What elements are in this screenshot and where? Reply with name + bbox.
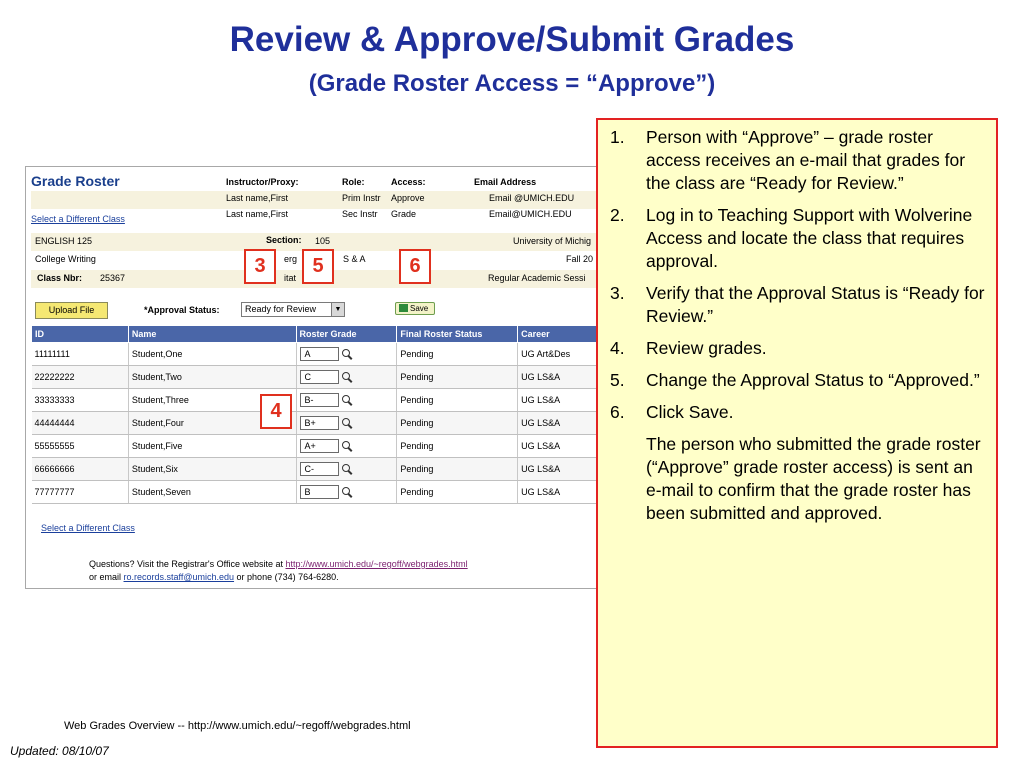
grade-roster-title: Grade Roster [31, 173, 120, 189]
lookup-icon[interactable] [342, 395, 353, 406]
grade-cell [296, 389, 397, 412]
grade-input[interactable]: A+ [300, 439, 339, 453]
section-value: 105 [315, 236, 331, 246]
registrar-url-link[interactable]: http://www.umich.edu/~regoff/webgrades.html [285, 559, 468, 569]
course-title: College Writing [35, 254, 96, 264]
table-row [32, 435, 601, 458]
student-name: Student,Seven [128, 481, 296, 504]
step-text: Click Save. [646, 402, 734, 422]
step-item [606, 282, 986, 328]
session: Regular Academic Sessi [488, 273, 586, 283]
callout-4: 4 [260, 394, 292, 429]
step-text: Change the Approval Status to “Approved.” [646, 370, 980, 390]
instructor-name: Last name,First [226, 193, 289, 203]
final-status: Pending [397, 412, 518, 435]
table-row [32, 412, 601, 435]
step-number: 6. [610, 402, 625, 422]
lookup-icon[interactable] [342, 464, 353, 475]
student-name: Student,One [128, 343, 296, 366]
student-id: 11111111 [32, 343, 129, 366]
approval-status-select[interactable] [241, 302, 345, 317]
callout-3: 3 [244, 249, 276, 284]
email-line [89, 572, 339, 582]
school-name: University of Michig [513, 236, 592, 246]
approval-status-label: *Approval Status: [144, 305, 220, 315]
step-text: Person with “Approve” – grade roster access receives an e-mail that grades for the class are “Ready for Review.” [646, 127, 966, 193]
student-name: Student,Three [128, 389, 296, 412]
instructor-access: Grade [391, 209, 417, 219]
instructor-role: Prim Instr [342, 193, 381, 203]
career: UG Art&Des [518, 343, 600, 366]
questions-line [89, 559, 468, 569]
final-status: Pending [397, 458, 518, 481]
save-button[interactable] [395, 302, 435, 315]
final-status: Pending [397, 366, 518, 389]
table-row [32, 343, 601, 366]
final-status: Pending [397, 435, 518, 458]
grade-table [31, 325, 600, 504]
career: UG LS&A [518, 458, 600, 481]
instructor-name: Last name,First [226, 209, 289, 219]
grade-input[interactable]: B [300, 485, 339, 499]
student-name: Student,Four [128, 412, 296, 435]
table-row [32, 481, 601, 504]
class-nbr-value: 25367 [100, 273, 126, 283]
final-status: Pending [397, 481, 518, 504]
lookup-icon[interactable] [342, 418, 353, 429]
course-code: ENGLISH 125 [35, 236, 93, 246]
lookup-icon[interactable] [342, 487, 353, 498]
student-name: Student,Five [128, 435, 296, 458]
instructor-email: Email@UMICH.EDU [489, 209, 572, 219]
column-header-career[interactable]: Career [518, 326, 600, 343]
student-id: 44444444 [32, 412, 129, 435]
instructor-email: Email @UMICH.EDU [489, 193, 575, 203]
grade-cell [296, 481, 397, 504]
session-fragment: itat [284, 273, 297, 283]
grade-cell [296, 435, 397, 458]
step-item [606, 204, 986, 273]
career: UG LS&A [518, 389, 600, 412]
career: UG LS&A [518, 435, 600, 458]
column-header-id[interactable]: ID [32, 326, 129, 343]
instructor-role: Sec Instr [342, 209, 378, 219]
email-prefix: or email [89, 572, 124, 582]
step-item [606, 401, 986, 424]
closing-paragraph: The person who submitted the grade roster (“Approve” grade roster access) is sent an e-mail to confirm that the grade roster has been submitted and approved. [646, 434, 981, 523]
email-header: Email Address [474, 177, 537, 187]
table-row [32, 458, 601, 481]
instructor-access: Approve [391, 193, 425, 203]
chevron-down-icon[interactable]: ▼ [331, 303, 344, 316]
lookup-icon[interactable] [342, 372, 353, 383]
records-email-link[interactable]: ro.records.staff@umich.edu [123, 572, 235, 582]
student-name: Student,Two [128, 366, 296, 389]
slide-subtitle: (Grade Roster Access = “Approve”) [308, 70, 716, 97]
callout-6: 6 [399, 249, 431, 284]
career: UG LS&A [518, 412, 600, 435]
select-different-class-link-bottom[interactable]: Select a Different Class [41, 523, 135, 533]
steps-list [606, 126, 986, 424]
instructions-panel [596, 118, 998, 748]
role-header: Role: [342, 177, 365, 187]
department-fragment: erg [284, 254, 298, 264]
grade-roster-screenshot [25, 166, 600, 589]
section-label: Section: [266, 235, 302, 245]
column-header-roster-grade[interactable]: Roster Grade [296, 326, 397, 343]
student-id: 66666666 [32, 458, 129, 481]
grade-input[interactable]: C [300, 370, 339, 384]
step-text: Verify that the Approval Status is “Ready for Review.” [646, 283, 985, 326]
access-header: Access: [391, 177, 426, 187]
career: UG LS&A [518, 481, 600, 504]
step-text: Review grades. [646, 338, 767, 358]
step-number: 4. [610, 338, 625, 358]
disk-icon [399, 304, 408, 312]
column-header-final-status[interactable]: Final Roster Status [397, 326, 518, 343]
step-item [606, 126, 986, 195]
column-header-name[interactable]: Name [128, 326, 296, 343]
lookup-icon[interactable] [342, 441, 353, 452]
step-item [606, 369, 986, 392]
student-id: 55555555 [32, 435, 129, 458]
term: Fall 20 [566, 254, 594, 264]
final-status: Pending [397, 343, 518, 366]
grade-input[interactable]: A [300, 347, 339, 361]
select-different-class-link[interactable]: Select a Different Class [31, 214, 125, 224]
student-name: Student,Six [128, 458, 296, 481]
grade-cell [296, 343, 397, 366]
grade-cell [296, 412, 397, 435]
step-item [606, 337, 986, 360]
questions-text: Questions? Visit the Registrar's Office website at [89, 559, 286, 569]
grade-cell [296, 366, 397, 389]
step-text: Log in to Teaching Support with Wolverine Access and locate the class that requires approval. [646, 205, 973, 271]
grade-cell [296, 458, 397, 481]
student-id: 22222222 [32, 366, 129, 389]
table-row [32, 389, 601, 412]
lookup-icon[interactable] [342, 349, 353, 360]
student-id: 33333333 [32, 389, 129, 412]
approval-status-value: Ready for Review [245, 304, 317, 314]
step-number: 3. [610, 283, 625, 303]
final-status: Pending [397, 389, 518, 412]
student-id: 77777777 [32, 481, 129, 504]
slide-title: Review & Approve/Submit Grades [229, 20, 795, 59]
updated-date: Updated: 08/10/07 [10, 744, 109, 758]
email-suffix: or phone (734) 764-6280. [234, 572, 339, 582]
footer-url: Web Grades Overview -- http://www.umich.edu/~regoff/webgrades.html [64, 720, 411, 732]
class-nbr-label: Class Nbr: [37, 273, 83, 283]
table-row [32, 366, 601, 389]
upload-file-button[interactable]: Upload File [35, 302, 108, 319]
step-number: 5. [610, 370, 625, 390]
callout-5: 5 [302, 249, 334, 284]
step-number: 1. [610, 127, 625, 147]
grade-input[interactable]: B+ [300, 416, 339, 430]
step-number: 2. [610, 205, 625, 225]
grade-input[interactable]: C- [300, 462, 339, 476]
career: UG LS&A [518, 366, 600, 389]
college-fragment: S & A [343, 254, 366, 264]
instructor-header: Instructor/Proxy: [226, 177, 299, 187]
grade-input[interactable]: B- [300, 393, 339, 407]
save-button-label: Save [410, 304, 429, 313]
